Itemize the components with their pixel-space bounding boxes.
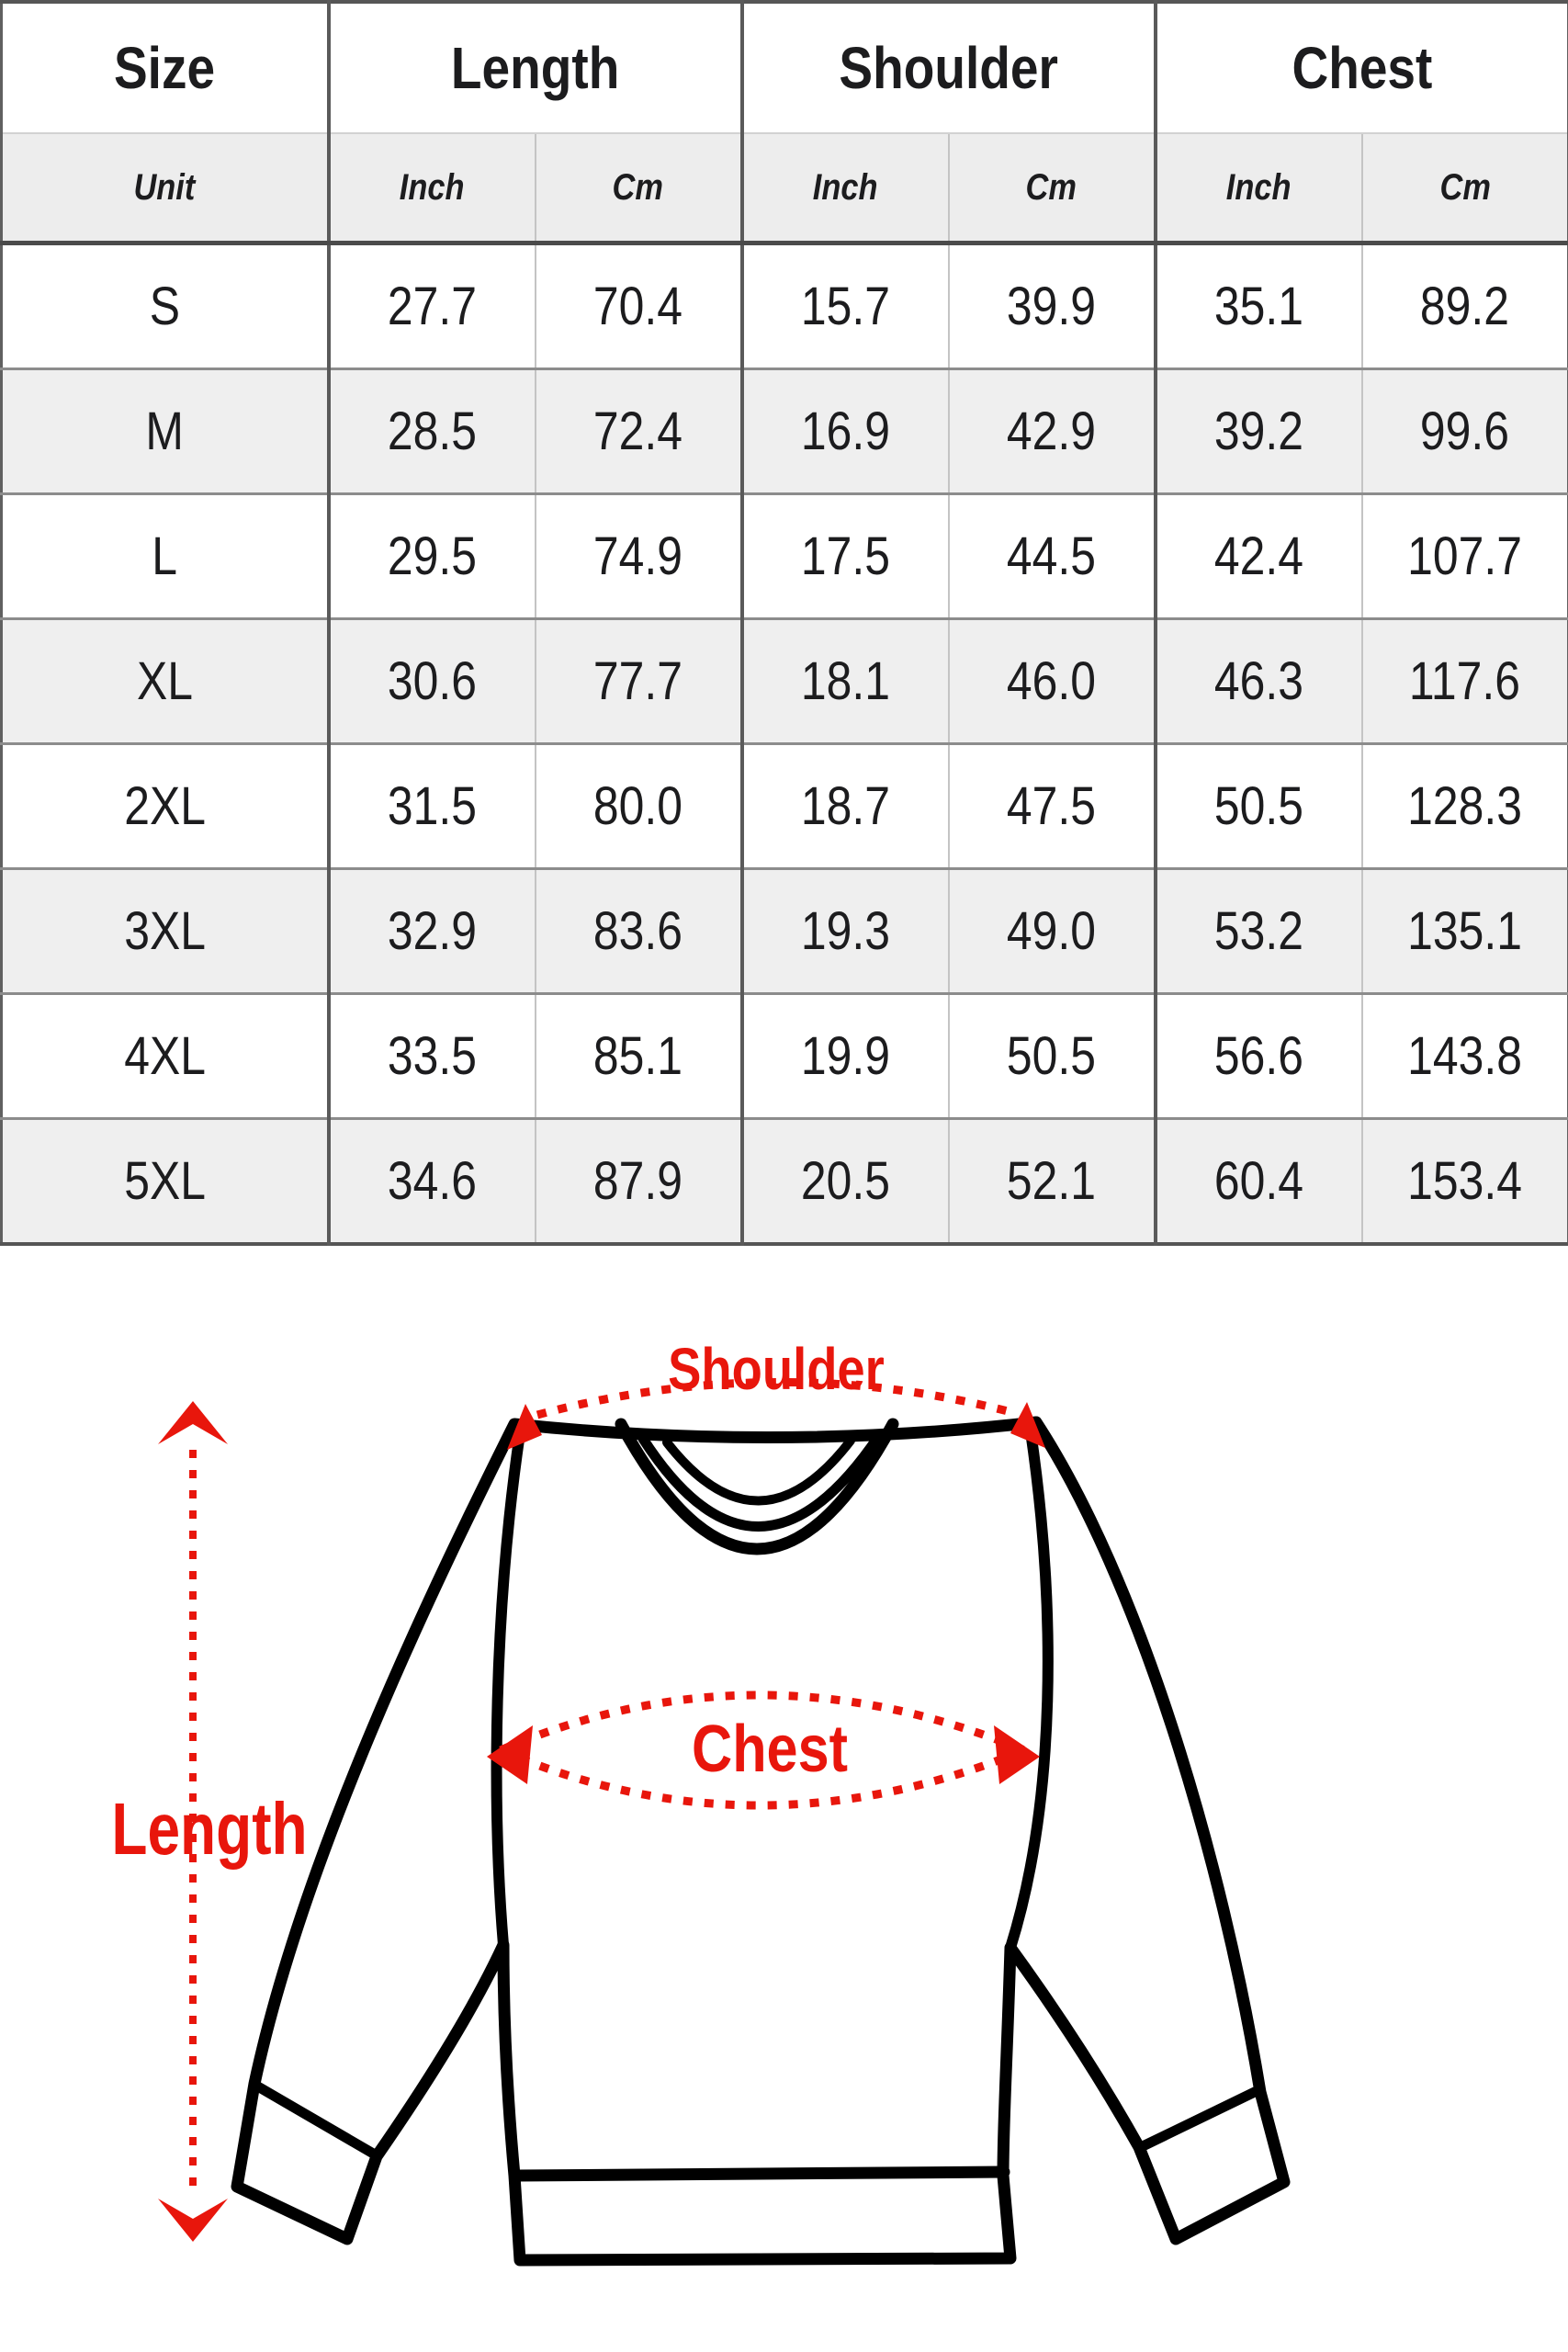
value-cell: 50.5: [1156, 744, 1362, 869]
value-cell: 143.8: [1362, 994, 1568, 1119]
header-chest: Chest: [1156, 2, 1568, 133]
value-cell: 15.7: [742, 243, 949, 369]
value-cell: 70.4: [536, 243, 742, 369]
value-cell: 32.9: [329, 869, 536, 994]
value-cell: 39.2: [1156, 369, 1362, 494]
header-length: Length: [329, 2, 742, 133]
table-row: [2, 994, 1568, 1119]
value-cell: 52.1: [949, 1119, 1156, 1245]
value-cell: 135.1: [1362, 869, 1568, 994]
shoulder-label: Shoulder: [668, 1335, 885, 1403]
value-cell: 44.5: [949, 494, 1156, 619]
unit-shoulder-inch: Inch: [742, 133, 949, 243]
value-cell: 99.6: [1362, 369, 1568, 494]
table-body: [2, 243, 1568, 1245]
unit-row: [2, 133, 1568, 243]
value-cell: 18.1: [742, 619, 949, 744]
value-cell: 16.9: [742, 369, 949, 494]
value-cell: 153.4: [1362, 1119, 1568, 1245]
value-cell: 89.2: [1362, 243, 1568, 369]
value-cell: 39.9: [949, 243, 1156, 369]
value-cell: 46.3: [1156, 619, 1362, 744]
chest-label: Chest: [692, 1713, 848, 1787]
value-cell: 49.0: [949, 869, 1156, 994]
length-label: Length: [111, 1788, 308, 1871]
table-row: [2, 1119, 1568, 1245]
table-row: [2, 869, 1568, 994]
value-cell: 50.5: [949, 994, 1156, 1119]
value-cell: 42.9: [949, 369, 1156, 494]
header-shoulder: Shoulder: [742, 2, 1156, 133]
length-arrow-down-icon: [158, 2199, 228, 2242]
value-cell: 35.1: [1156, 243, 1362, 369]
sweatshirt-drawing: [237, 1422, 1284, 2260]
size-cell: 4XL: [2, 994, 329, 1119]
value-cell: 28.5: [329, 369, 536, 494]
header-size: Size: [2, 2, 329, 133]
value-cell: 77.7: [536, 619, 742, 744]
value-cell: 56.6: [1156, 994, 1362, 1119]
size-cell: 5XL: [2, 1119, 329, 1245]
value-cell: 31.5: [329, 744, 536, 869]
size-cell: S: [149, 277, 180, 336]
length-arrow-up-icon: [158, 1401, 228, 1444]
value-cell: 80.0: [536, 744, 742, 869]
value-cell: 128.3: [1362, 744, 1568, 869]
value-cell: 85.1: [536, 994, 742, 1119]
value-cell: 18.7: [742, 744, 949, 869]
value-cell: 34.6: [329, 1119, 536, 1245]
hem-band-line: [517, 2172, 1004, 2176]
value-cell: 33.5: [329, 994, 536, 1119]
value-cell: 53.2: [1156, 869, 1362, 994]
value-cell: 107.7: [1362, 494, 1568, 619]
value-cell: 42.4: [1156, 494, 1362, 619]
table-row: [2, 494, 1568, 619]
unit-chest-inch: Inch: [1156, 133, 1362, 243]
unit-label: Unit: [2, 133, 329, 243]
table-row: [2, 369, 1568, 494]
measurement-diagram: [0, 1286, 1568, 2352]
value-cell: 29.5: [329, 494, 536, 619]
table-row: [2, 619, 1568, 744]
unit-length-inch: Inch: [329, 133, 536, 243]
value-cell: 20.5: [742, 1119, 949, 1245]
value-cell: 19.9: [742, 994, 949, 1119]
size-cell: M: [2, 369, 329, 494]
value-cell: 87.9: [536, 1119, 742, 1245]
value-cell: 74.9: [536, 494, 742, 619]
unit-shoulder-cm: Cm: [949, 133, 1156, 243]
size-cell: 2XL: [2, 744, 329, 869]
value-cell: 30.6: [329, 619, 536, 744]
value-cell: 27.7: [329, 243, 536, 369]
unit-length-cm: Cm: [536, 133, 742, 243]
value-cell: 46.0: [949, 619, 1156, 744]
table-header-row: [2, 2, 1568, 133]
size-cell: 3XL: [2, 869, 329, 994]
value-cell: 17.5: [742, 494, 949, 619]
value-cell: 83.6: [536, 869, 742, 994]
unit-chest-cm: Cm: [1362, 133, 1568, 243]
value-cell: 72.4: [536, 369, 742, 494]
table-row: [2, 744, 1568, 869]
table-row: [2, 243, 1568, 369]
size-cell: XL: [2, 619, 329, 744]
value-cell: 60.4: [1156, 1119, 1362, 1245]
value-cell: 19.3: [742, 869, 949, 994]
size-cell: L: [2, 494, 329, 619]
value-cell: 47.5: [949, 744, 1156, 869]
value-cell: 117.6: [1362, 619, 1568, 744]
